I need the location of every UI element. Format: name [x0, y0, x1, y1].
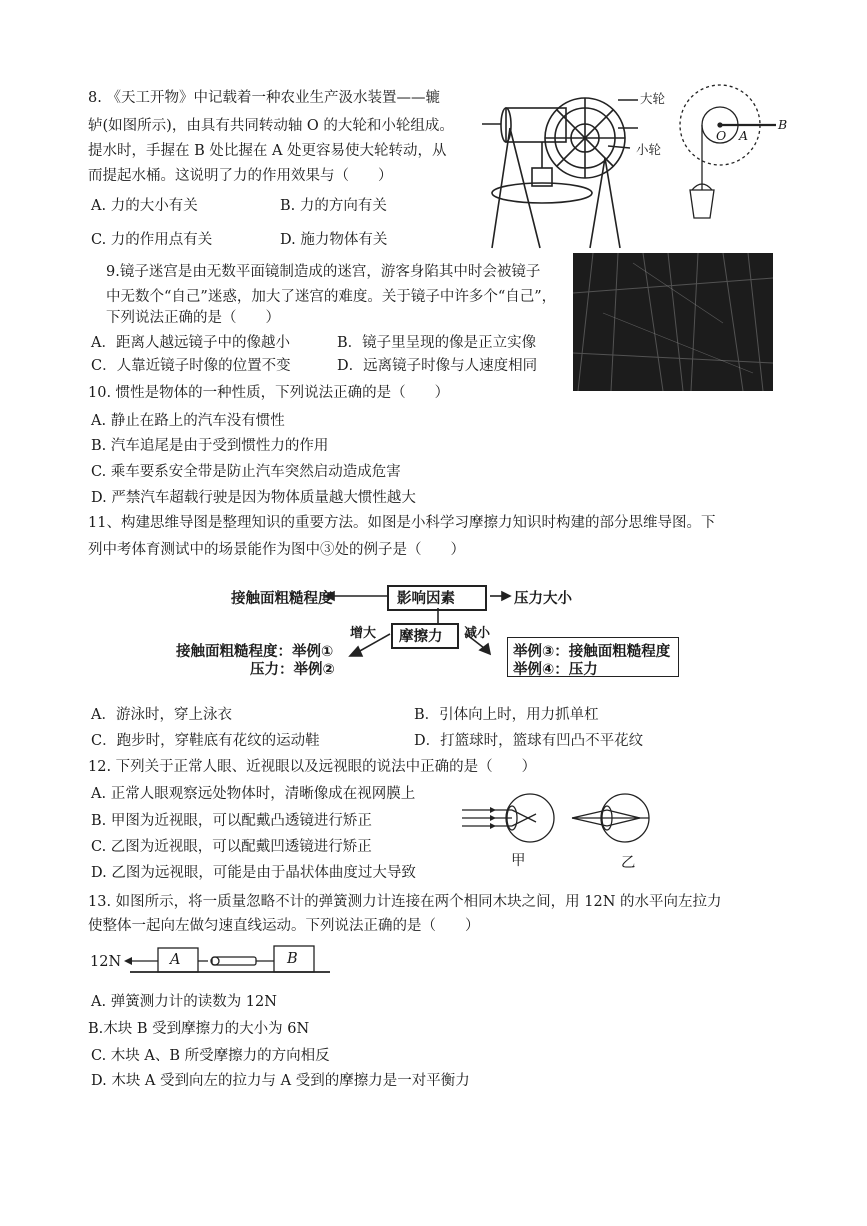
windlass-schematic — [668, 80, 798, 240]
mindmap-right-example-3: 举例③：接触面粗糙程度 — [513, 644, 671, 660]
mindmap-roughness: 接触面粗糙程度 — [231, 591, 333, 607]
q10-option-c: C. 乘车要系安全带是防止汽车突然启动造成危害 — [91, 464, 401, 480]
label-small-wheel: 小轮 — [636, 142, 662, 157]
mindmap-increase: 增大 — [350, 626, 377, 641]
q8-option-a: A. 力的大小有关 — [91, 198, 198, 214]
q11-option-c: C．跑步时，穿鞋底有花纹的运动鞋 — [91, 733, 320, 749]
q9-stem-line-2: 中无数个“自己”迷惑，加大了迷宫的难度。关于镜子中许多个“自己”， — [106, 289, 557, 305]
q11-stem-line-1: 11、构建思维导图是整理知识的重要方法。如图是小科学习摩擦力知识时构建的部分思维导图。下 — [88, 515, 716, 531]
label-axis-o: O — [716, 128, 727, 143]
mindmap-right-example-4: 举例④：压力 — [513, 662, 598, 678]
q9-stem-line-3: 下列说法正确的是（ ） — [106, 310, 280, 326]
q9-stem-line-1: 9.镜子迷宫是由无数平面镜制造成的迷宫，游客身陷其中时会被镜子 — [106, 264, 541, 280]
label-point-a: A — [739, 128, 749, 143]
q8-option-b: B. 力的方向有关 — [280, 198, 387, 214]
q8-stem-line-1: 8. 《天工开物》中记载着一种农业生产汲水装置——辘 — [88, 90, 440, 106]
eye-label-jia: 甲 — [511, 853, 526, 869]
mindmap-left-example-2: 压力：举例② — [250, 662, 335, 678]
force-label: 12N — [90, 954, 122, 970]
block-a-label: A — [170, 952, 181, 968]
eye-label-yi: 乙 — [621, 855, 636, 871]
q8-stem-line-4: 而提起水桶。这说明了力的作用效果与（ ） — [88, 168, 393, 184]
mindmap-factors: 影响因素 — [397, 591, 455, 607]
q13-option-a: A. 弹簧测力计的读数为 12N — [91, 994, 277, 1010]
mindmap-pressure: 压力大小 — [514, 591, 572, 607]
mindmap-left-example-1: 接触面粗糙程度：举例① — [176, 644, 334, 660]
q13-option-c: C. 木块 A、B 所受摩擦力的方向相反 — [91, 1048, 330, 1064]
q10-option-d: D. 严禁汽车超载行驶是因为物体质量越大惯性越大 — [91, 490, 416, 506]
q9-option-c: C．人靠近镜子时像的位置不变 — [91, 358, 291, 374]
mirror-maze-photo — [573, 253, 773, 391]
q13-option-b: B.木块 B 受到摩擦力的大小为 6N — [88, 1021, 310, 1037]
q9-option-a: A．距离人越远镜子中的像越小 — [91, 335, 290, 351]
q12-option-a: A. 正常人眼观察远处物体时，清晰像成在视网膜上 — [91, 786, 416, 802]
q11-option-b: B．引体向上时，用力抓单杠 — [414, 707, 599, 723]
q11-stem-line-2: 列中考体育测试中的场景能作为图中③处的例子是（ ） — [88, 542, 465, 558]
q13-stem-line-2: 使整体一起向左做匀速直线运动。下列说法正确的是（ ） — [88, 918, 480, 934]
q13-option-d: D. 木块 A 受到向左的拉力与 A 受到的摩擦力是一对平衡力 — [91, 1073, 470, 1089]
label-point-b: B — [778, 117, 788, 132]
q11-option-a: A．游泳时，穿上泳衣 — [91, 707, 232, 723]
q9-option-d: D．远离镜子时像与人速度相同 — [337, 358, 538, 374]
q13-stem-line-1: 13. 如图所示，将一质量忽略不计的弹簧测力计连接在两个相同木块之间，用 12N 的水平向左拉力 — [88, 894, 722, 910]
q8-stem-line-3: 提水时，手握在 B 处比握在 A 处更容易使大轮转动，从 — [88, 143, 447, 159]
q12-option-c: C. 乙图为近视眼，可以配戴凹透镜进行矫正 — [91, 839, 372, 855]
q10-option-a: A. 静止在路上的汽车没有惯性 — [91, 413, 285, 429]
q9-option-b: B．镜子里呈现的像是正立实像 — [337, 335, 537, 351]
q8-option-d: D. 施力物体有关 — [280, 232, 388, 248]
q11-option-d: D．打篮球时，篮球有凹凸不平花纹 — [414, 733, 644, 749]
block-b-label: B — [287, 951, 298, 967]
mindmap-center: 摩擦力 — [399, 629, 443, 645]
q8-stem-line-2: 轳(如图所示)，由具有共同转动轴 O 的大轮和小轮组成。 — [88, 118, 454, 134]
eye-diagrams — [460, 788, 670, 858]
blocks-diagram — [120, 944, 340, 980]
q12-option-d: D. 乙图为远视眼，可能是由于晶状体曲度过大导致 — [91, 865, 416, 881]
mindmap-decrease: 减小 — [464, 626, 491, 641]
q8-option-c: C. 力的作用点有关 — [91, 232, 213, 248]
q10-stem: 10. 惯性是物体的一种性质，下列说法正确的是（ ） — [88, 385, 450, 401]
q10-option-b: B. 汽车追尾是由于受到惯性力的作用 — [91, 438, 329, 454]
q12-stem: 12. 下列关于正常人眼、近视眼以及远视眼的说法中正确的是（ ） — [88, 759, 537, 775]
q12-option-b: B. 甲图为近视眼，可以配戴凸透镜进行矫正 — [91, 813, 372, 829]
label-big-wheel: 大轮 — [640, 91, 666, 106]
